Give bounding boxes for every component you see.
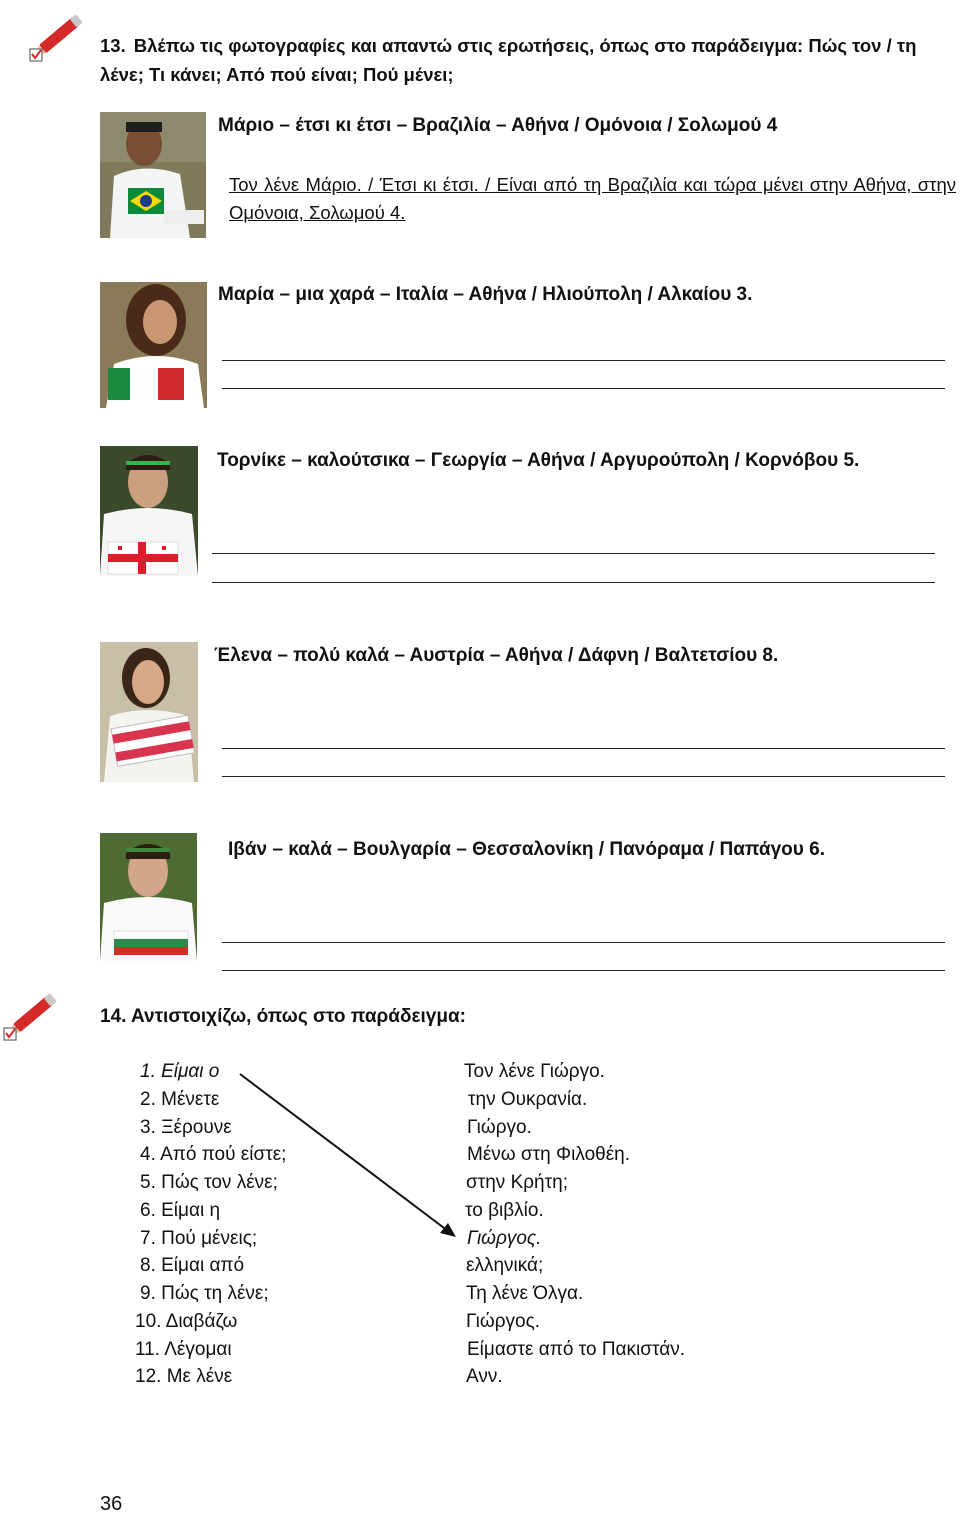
- answer-line: [222, 360, 945, 361]
- left-item-2: 2. Μένετε: [140, 1089, 220, 1110]
- person-info-elena: Έλενα – πολύ καλά – Αυστρία – Αθήνα / Δάφνη / Βαλτετσίου 8.: [214, 645, 779, 666]
- right-item-6: το βιβλίο.: [465, 1200, 544, 1221]
- right-item-12: Ανν.: [466, 1366, 503, 1387]
- left-item-10: 10. Διαβάζω: [135, 1311, 238, 1332]
- left-item-4: 4. Από πού είστε;: [140, 1144, 287, 1165]
- photo-mario: [100, 112, 206, 238]
- exercise-14-instruction: [100, 1006, 466, 1028]
- page-number: 36: [100, 1493, 123, 1515]
- person-info-maria: Μαρία – μια χαρά – Ιταλία – Αθήνα / Ηλιούπολη / Αλκαίου 3.: [218, 284, 753, 305]
- answer-line: [212, 553, 935, 554]
- pencil-checkmark-icon: [0, 985, 66, 1050]
- right-item-9: Τη λένε Όλγα.: [466, 1283, 584, 1304]
- left-item-9: 9. Πώς τη λένε;: [140, 1283, 269, 1304]
- answer-line: [222, 776, 945, 777]
- photo-ivan: [100, 833, 197, 961]
- right-item-2: την Ουκρανία.: [468, 1089, 588, 1110]
- right-item-4: Μένω στη Φιλοθέη.: [467, 1144, 631, 1165]
- person-info-mario: Μάριο – έτσι κι έτσι – Βραζιλία – Αθήνα / Ομόνοια / Σολωμού 4: [218, 115, 778, 136]
- left-item-5: 5. Πώς τον λένε;: [140, 1172, 278, 1193]
- exercise-13-text: Βλέπω τις φωτογραφίες και απαντώ στις ερωτήσεις, όπως στο παράδειγμα: Πώς τον / τη λένε; Τι κάνει; Από πού είναι; Πού μένει;: [100, 35, 917, 85]
- left-item-6: 6. Είμαι η: [140, 1200, 221, 1221]
- right-item-10: Γιώργος.: [466, 1311, 541, 1332]
- left-item-1: 1. Είμαι ο: [140, 1061, 220, 1082]
- photo-elena: [100, 642, 198, 782]
- answer-line: [222, 970, 945, 971]
- person-info-tornike: Τορνίκε – καλούτσικα – Γεωργία – Αθήνα / Αργυρούπολη / Κορνόβου 5.: [217, 450, 860, 471]
- left-item-11: 11. Λέγομαι: [135, 1339, 232, 1360]
- exercise-14-text: . Αντιστοιχίζω, όπως στο παράδειγμα:: [121, 1006, 466, 1027]
- right-item-7: Γιώργος.: [467, 1228, 542, 1249]
- photo-maria: [100, 282, 207, 408]
- left-item-3: 3. Ξέρουνε: [140, 1117, 232, 1138]
- left-item-7: 7. Πού μένεις;: [140, 1228, 258, 1249]
- photo-tornike: [100, 446, 198, 576]
- answer-line: [212, 582, 935, 583]
- left-item-12: 12. Με λένε: [135, 1366, 233, 1387]
- right-item-5: στην Κρήτη;: [466, 1172, 568, 1193]
- person-info-ivan: Ιβάν – καλά – Βουλγαρία – Θεσσαλονίκη / Πανόραμα / Παπάγου 6.: [228, 839, 825, 860]
- answer-line: [222, 748, 945, 749]
- exercise-13-instruction: [100, 31, 960, 89]
- right-item-1: Τον λένε Γιώργο.: [464, 1061, 605, 1082]
- pencil-checkmark-icon: [26, 6, 92, 71]
- example-match-arrow: [230, 1068, 470, 1248]
- exercise-14-number: 14: [100, 1006, 122, 1027]
- left-item-8: 8. Είμαι από: [140, 1255, 245, 1276]
- answer-line: [222, 942, 945, 943]
- right-item-3: Γιώργο.: [467, 1117, 532, 1138]
- example-answer-mario: Τον λένε Μάριο. / Έτσι κι έτσι. / Είναι από τη Βραζιλία και τώρα μένει στην Αθήνα, στην Ομόνοια, Σολωμού 4.: [229, 174, 956, 223]
- exercise-13-number: 13.: [100, 35, 126, 56]
- right-item-11: Είμαστε από το Πακιστάν.: [467, 1339, 685, 1360]
- right-item-8: ελληνικά;: [466, 1255, 544, 1276]
- answer-line: [222, 388, 945, 389]
